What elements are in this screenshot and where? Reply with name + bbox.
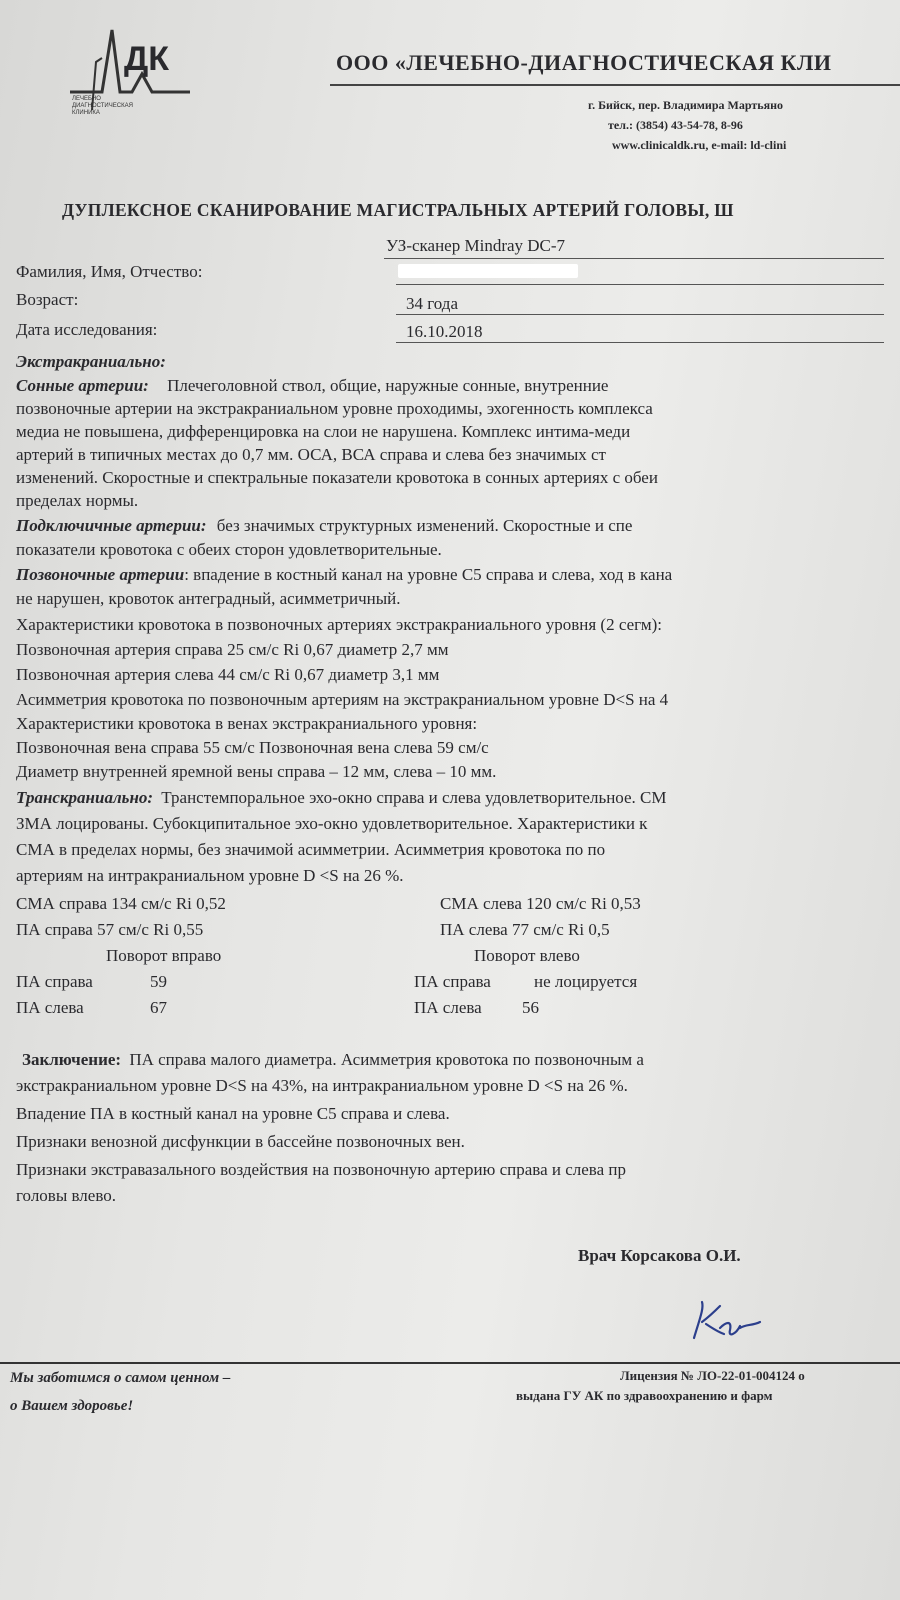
redacted-name: [398, 264, 578, 278]
carotid-text-1: Плечеголовной ствол, общие, наружные сонные, внутренние: [167, 376, 609, 395]
header-rule: [330, 84, 900, 86]
footer-rule: [0, 1362, 900, 1364]
vertebral-text-1: : впадение в костный канал на уровне С5 справа и слева, ход в кана: [184, 565, 673, 584]
extra-line-4: Асимметрия кровотока по позвоночным артериям на экстракраниальном уровне D<S на 4: [16, 690, 669, 709]
extra-line-2: Позвоночная артерия справа 25 см/с Ri 0,67 диаметр 2,7 мм: [16, 640, 449, 659]
logo-caption-1: ЛЕЧЕБНО: [72, 96, 101, 102]
carotid-heading: Сонные артерии:: [16, 376, 149, 395]
date-label: Дата исследования:: [16, 320, 158, 339]
doctor-name: Врач Корсакова О.И.: [578, 1246, 741, 1265]
turn-right-label-2: ПА слева: [16, 998, 84, 1017]
turn-left-value-1: не лоцируется: [534, 972, 638, 991]
org-name: ООО «ЛЕЧЕБНО-ДИАГНОСТИЧЕСКАЯ КЛИ: [336, 50, 832, 75]
subclavian-heading: Подключичные артерии:: [16, 516, 207, 535]
conclusion-text-1: ПА справа малого диаметра. Асимметрия кровотока по позвоночным а: [129, 1050, 644, 1069]
turn-left-heading: Поворот влево: [474, 946, 580, 965]
license-line-1: Лицензия № ЛО-22-01-004124 о: [620, 1368, 805, 1383]
conclusion-line-4: Признаки венозной дисфункции в бассейне позвоночных вен.: [16, 1132, 465, 1151]
date-value: 16.10.2018: [406, 322, 483, 341]
vertebral-line-2: не нарушен, кровоток антеградный, асимметричный.: [16, 589, 401, 608]
extra-line-6: Позвоночная вена справа 55 см/с Позвоночная вена слева 59 см/с: [16, 738, 489, 757]
table-left-1: СМА справа 134 см/с Ri 0,52: [16, 894, 226, 913]
carotid-line-2: позвоночные артерии на экстракраниальном уровне проходимы, эхогенность комплекса: [16, 399, 653, 418]
logo-text: ДК: [124, 40, 169, 78]
trans-line-1: [16, 786, 667, 809]
trans-line-3: СМА в пределах нормы, без значимой асимметрии. Асимметрия кровотока по по: [16, 840, 606, 859]
date-underline: [396, 342, 884, 343]
turn-right-label-1: ПА справа: [16, 972, 93, 991]
subclavian-line-1: [16, 514, 632, 537]
scanner-underline: [384, 258, 884, 259]
conclusion-line-3: Впадение ПА в костный канал на уровне С5 справа и слева.: [16, 1104, 450, 1123]
clinic-logo: [62, 22, 192, 118]
transcranial-heading: Транскраниально:: [16, 788, 154, 807]
conclusion-line-5: Признаки экстравазального воздействия на позвоночную артерию справа и слева пр: [16, 1160, 626, 1179]
turn-left-value-2: 56: [522, 998, 539, 1017]
phone: тел.: (3854) 43-54-78, 8-96: [608, 118, 743, 132]
subclavian-line-2: показатели кровотока с обеих сторон удовлетворительные.: [16, 540, 442, 559]
table-left-2: ПА справа 57 см/с Ri 0,55: [16, 920, 204, 939]
extra-line-1: Характеристики кровотока в позвоночных артериях экстракраниального уровня (2 сегм):: [16, 615, 663, 634]
age-underline: [396, 314, 884, 315]
trans-text-1: Транстемпоральное эхо-окно справа и слева удовлетворительное. СМ: [161, 788, 667, 807]
turn-right-value-1: 59: [150, 972, 167, 991]
carotid-line-6: пределах нормы.: [16, 491, 139, 510]
conclusion-line-6: головы влево.: [16, 1186, 116, 1205]
age-value: 34 года: [406, 294, 459, 313]
carotid-line-5: изменений. Скоростные и спектральные показатели кровотока в сонных артериях с обеи: [16, 468, 658, 487]
turn-right-heading: Поворот вправо: [106, 946, 222, 965]
extracranial-heading: Экстракраниально:: [16, 352, 166, 371]
carotid-line-3: медиа не повышена, дифференцировка на слои не нарушена. Комплекс интима-меди: [16, 422, 631, 441]
trans-line-4: артериям на интракраниальном уровне D <S на 26 %.: [16, 866, 404, 885]
conclusion-heading: Заключение:: [22, 1050, 122, 1069]
web-email: www.clinicaldk.ru, e-mail: ld-clini: [612, 138, 787, 152]
conclusion-line-1: [22, 1048, 644, 1071]
vertebral-heading: Позвоночные артерии: [16, 565, 185, 584]
address: г. Бийск, пер. Владимира Мартьяно: [588, 98, 783, 112]
carotid-line-1: [16, 374, 608, 397]
table-right-1: СМА слева 120 см/с Ri 0,53: [440, 894, 641, 913]
name-underline: [396, 284, 884, 285]
extra-line-3: Позвоночная артерия слева 44 см/с Ri 0,67 диаметр 3,1 мм: [16, 665, 440, 684]
slogan-line-2: о Вашем здоровье!: [10, 1398, 134, 1414]
doctor-signature: [686, 1298, 766, 1348]
turn-left-label-2: ПА слева: [414, 998, 482, 1017]
age-label: Возраст:: [16, 290, 79, 309]
logo-caption-2: ДИАГНОСТИЧЕСКАЯ: [72, 103, 133, 109]
slogan-line-1: Мы заботимся о самом ценном –: [10, 1370, 231, 1386]
carotid-line-4: артерий в типичных местах до 0,7 мм. ОСА, ВСА справа и слева без значимых ст: [16, 445, 606, 464]
extra-line-5: Характеристики кровотока в венах экстракраниального уровня:: [16, 714, 478, 733]
trans-line-2: ЗМА лоцированы. Субокципитальное эхо-окно удовлетворительное. Характеристики к: [16, 814, 648, 833]
turn-right-value-2: 67: [150, 998, 167, 1017]
logo-caption-3: КЛИНИКА: [72, 110, 100, 116]
table-right-2: ПА слева 77 см/с Ri 0,5: [440, 920, 610, 939]
subclavian-text-1: без значимых структурных изменений. Скоростные и спе: [216, 516, 633, 535]
name-label: Фамилия, Имя, Отчество:: [16, 262, 203, 281]
document-title: ДУПЛЕКСНОЕ СКАНИРОВАНИЕ МАГИСТРАЛЬНЫХ АРТЕРИЙ ГОЛОВЫ, Ш: [62, 200, 734, 220]
extra-line-7: Диаметр внутренней яремной вены справа – 12 мм, слева – 10 мм.: [16, 762, 497, 781]
scanner-model: УЗ-сканер Mindray DC-7: [386, 236, 566, 255]
turn-left-label-1: ПА справа: [414, 972, 491, 991]
license-line-2: выдана ГУ АК по здравоохранению и фарм: [516, 1388, 773, 1403]
conclusion-line-2: экстракраниальном уровне D<S на 43%, на интракраниальном уровне D <S на 26 %.: [16, 1076, 628, 1095]
vertebral-line-1: [16, 563, 672, 586]
